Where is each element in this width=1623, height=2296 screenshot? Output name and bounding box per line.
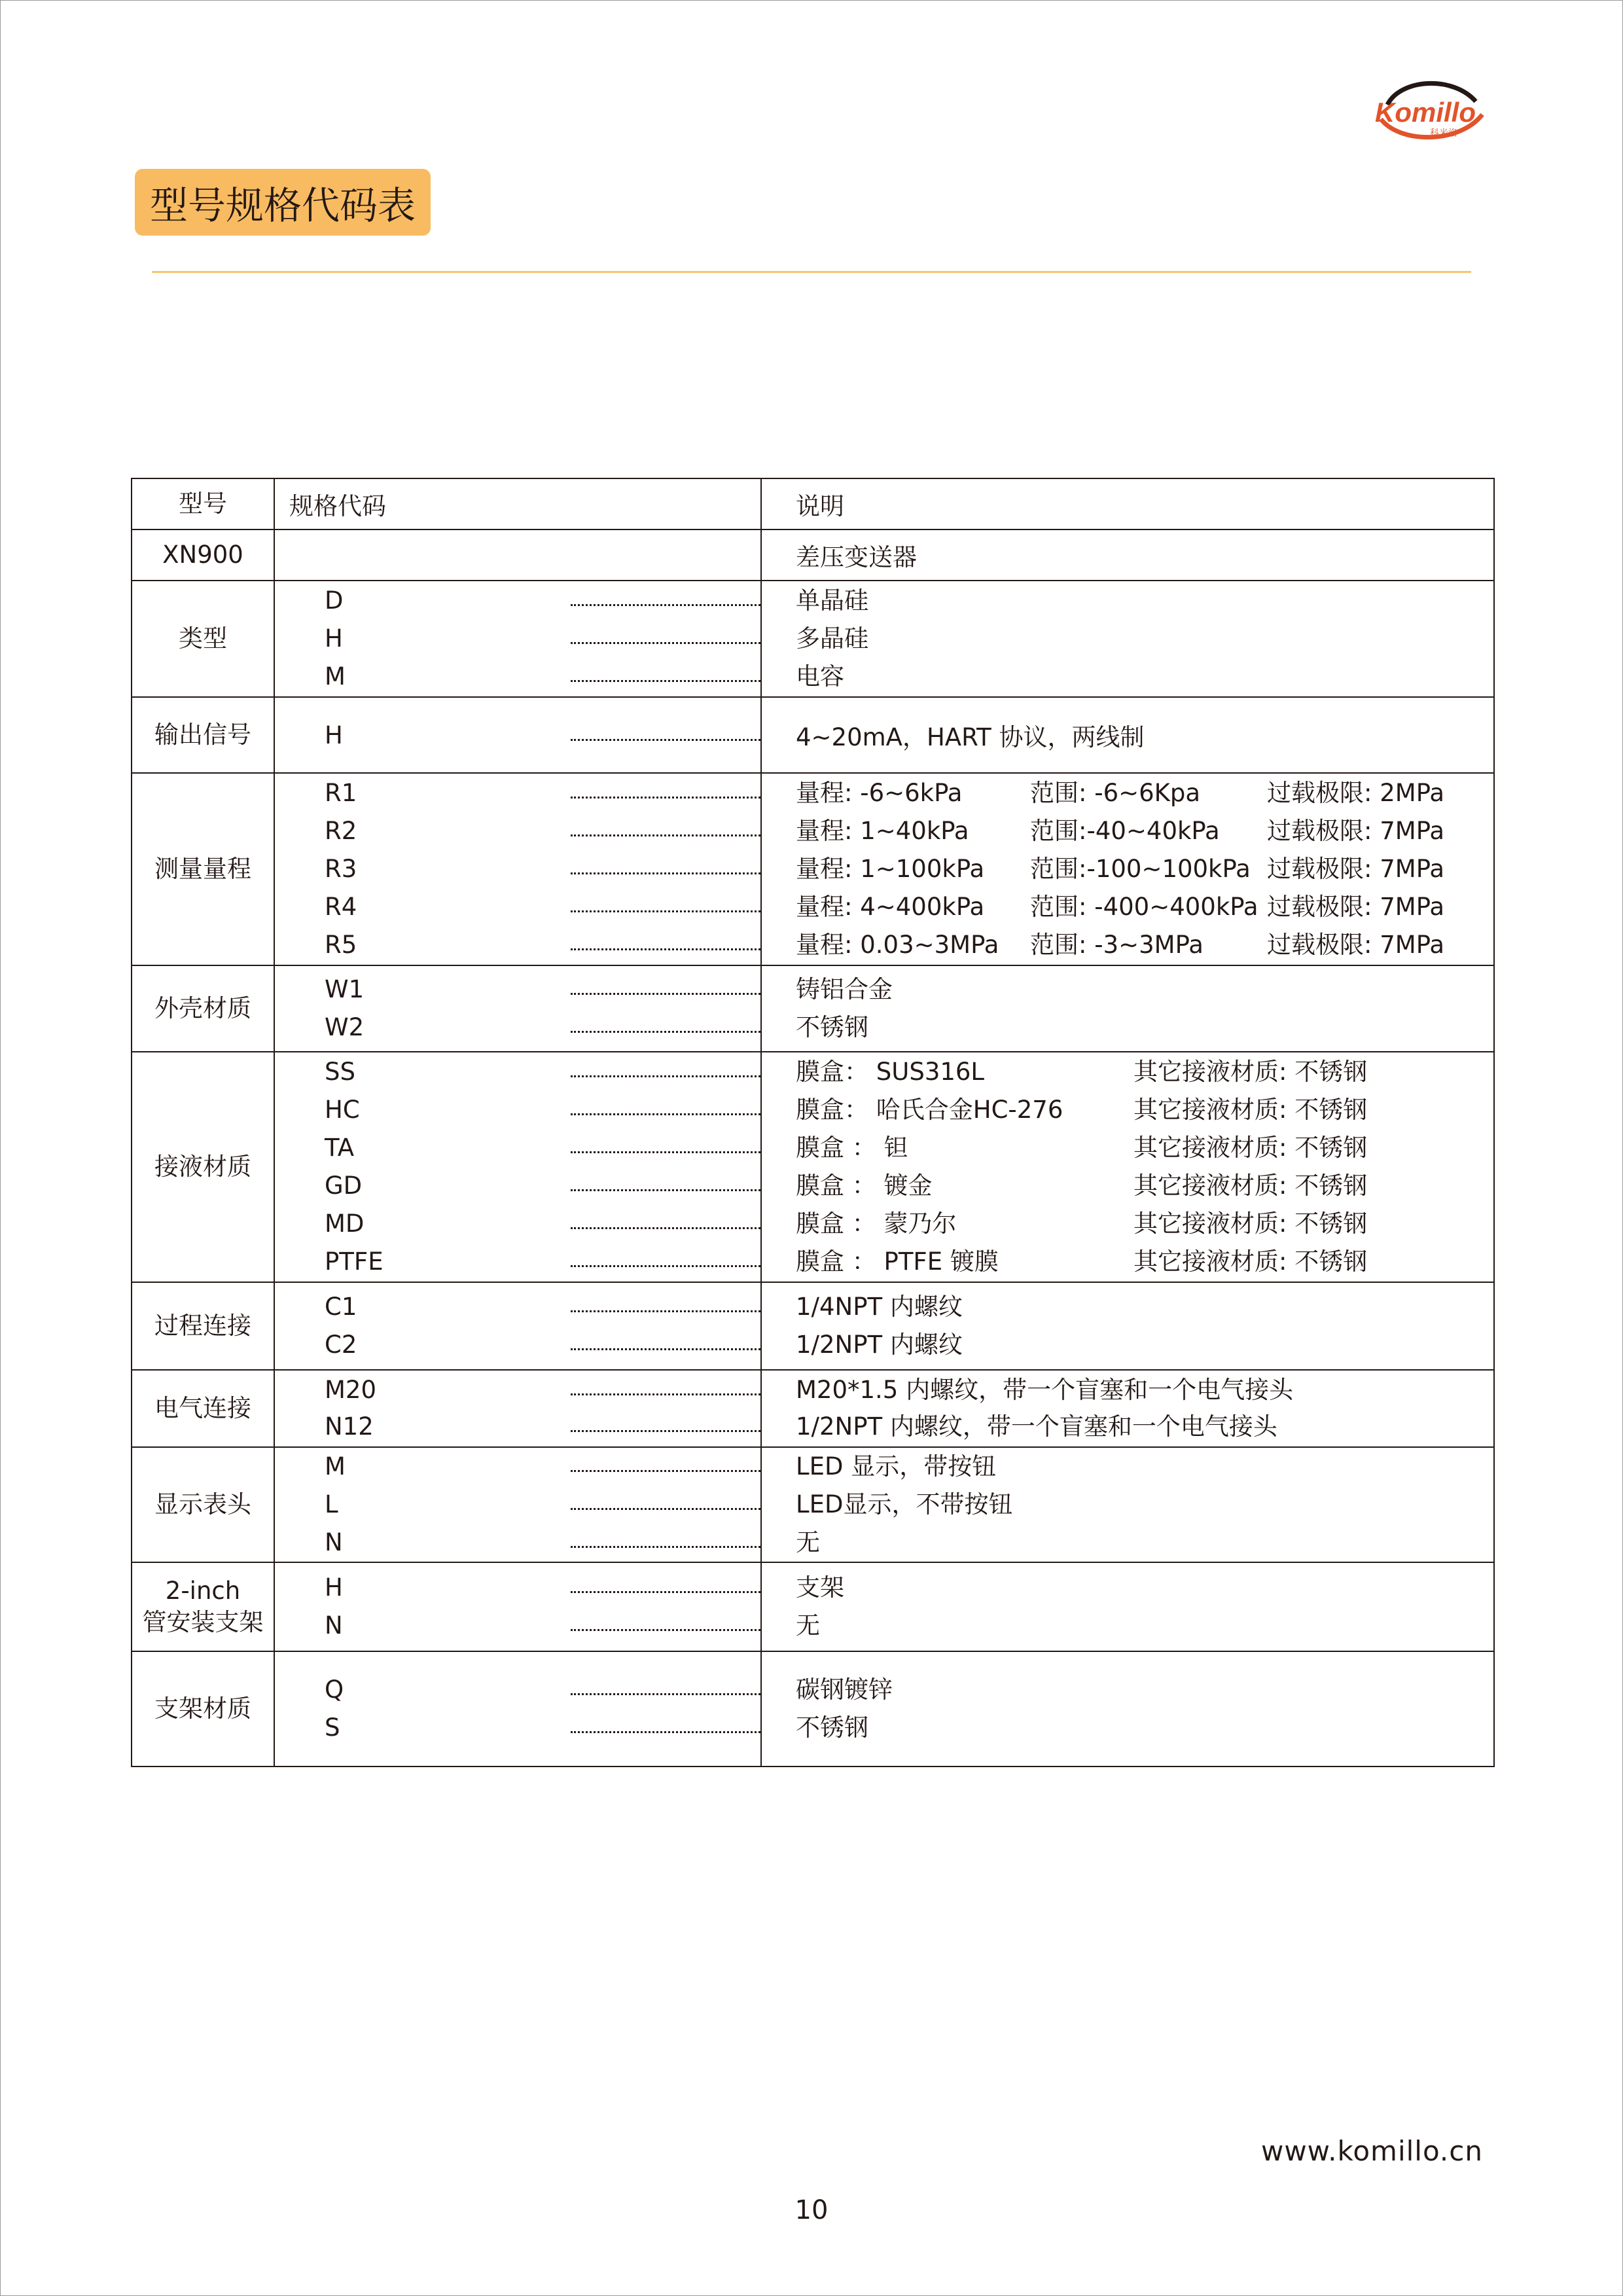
wetted-line: 膜盒 ： 蒙乃尔 其它接液材质: 不锈钢 (796, 1210, 1368, 1238)
row-label: 输出信号 (132, 697, 274, 773)
desc-line: 1/4NPT 内螺纹 (796, 1293, 963, 1321)
range-line: 量程: 4~400kPa 范围: -400~400kPa 过载极限: 7MPa (796, 893, 1445, 921)
desc-line: 无 (796, 1528, 820, 1556)
table-row-electrical (132, 1370, 1494, 1447)
page-number: 10 (794, 2195, 829, 2225)
code-line: R5 (275, 926, 760, 964)
wetted-line: 膜盒： SUS316L 其它接液材质: 不锈钢 (796, 1058, 1368, 1086)
desc-line: 铸铝合金 (796, 975, 893, 1003)
row-label: 测量量程 (132, 773, 274, 965)
desc-line: 电容 (796, 662, 844, 691)
code-line: H (275, 721, 760, 749)
range-line: 量程: -6~6kPa 范围: -6~6Kpa 过载极限: 2MPa (796, 779, 1445, 807)
code-line: D (275, 582, 760, 620)
range-line: 量程: 0.03~3MPa 范围: -3~3MPa 过载极限: 7MPa (796, 931, 1445, 959)
table-row-wetted (132, 1052, 1494, 1282)
wetted-line: 膜盒 ： 钽 其它接液材质: 不锈钢 (796, 1134, 1368, 1162)
table-row-housing (132, 965, 1494, 1052)
desc-line: 无 (796, 1611, 820, 1640)
table-row-display (132, 1447, 1494, 1562)
header-code: 规格代码 (289, 492, 386, 520)
code-line: N12 (275, 1408, 760, 1445)
desc-line: LED 显示，带按钮 (796, 1452, 997, 1480)
website-url: www.komillo.cn (1260, 2135, 1483, 2167)
code-line: W2 (275, 1009, 760, 1047)
wetted-line: 膜盒 ： 镀金 其它接液材质: 不锈钢 (796, 1172, 1368, 1200)
code-line: MD (275, 1205, 760, 1243)
row-label-line1: 2-inch (165, 1577, 241, 1605)
desc-line: 1/2NPT 内螺纹 (796, 1331, 963, 1359)
desc-line: M20*1.5 内螺纹，带一个盲塞和一个电气接头 (796, 1376, 1294, 1404)
code-line: C2 (275, 1326, 760, 1364)
header-desc: 说明 (796, 492, 844, 520)
code-line: R2 (275, 812, 760, 850)
range-line: 量程: 1~40kPa 范围:-40~40kPa 过载极限: 7MPa (796, 817, 1445, 845)
code-line: N (275, 1524, 760, 1562)
table-row-type (132, 581, 1494, 697)
code-line: L (275, 1486, 760, 1524)
desc-line: 不锈钢 (796, 1013, 868, 1041)
code-line: N (275, 1607, 760, 1645)
code-line: PTFE (275, 1243, 760, 1281)
desc-line: 多晶硅 (796, 624, 868, 653)
table-row-model (132, 529, 1494, 581)
table-row-process (132, 1282, 1494, 1370)
code-line: TA (275, 1129, 760, 1167)
logo-subtext: 科米洛 (1430, 128, 1457, 139)
table-row-range (132, 773, 1494, 965)
row-label: 类型 (132, 581, 274, 697)
wetted-line: 膜盒： 哈氏合金HC-276 其它接液材质: 不锈钢 (796, 1096, 1368, 1124)
code-line: Q (275, 1671, 760, 1709)
row-label: 支架材质 (132, 1651, 274, 1767)
desc-line: 1/2NPT 内螺纹，带一个盲塞和一个电气接头 (796, 1412, 1277, 1441)
code-line: R4 (275, 888, 760, 926)
code-line: GD (275, 1167, 760, 1205)
row-label-line2: 管安装支架 (142, 1608, 264, 1636)
code-line: HC (275, 1091, 760, 1129)
code-line: SS (275, 1053, 760, 1091)
table-header-row (132, 478, 1494, 529)
row-label: 电气连接 (132, 1370, 274, 1447)
desc-line: LED显示，不带按钮 (796, 1490, 1013, 1518)
range-line: 量程: 1~100kPa 范围:-100~100kPa 过载极限: 7MPa (796, 855, 1445, 883)
table-row-bracket-material (132, 1651, 1494, 1767)
logo-text: Komillo (1375, 97, 1476, 128)
header-model: 型号 (132, 478, 274, 529)
desc-line: 单晶硅 (796, 586, 868, 615)
code-line (275, 554, 760, 556)
code-line: R1 (275, 774, 760, 812)
desc-line: 差压变送器 (796, 543, 917, 571)
row-label: 外壳材质 (132, 965, 274, 1052)
code-line: C1 (275, 1288, 760, 1326)
code-line: W1 (275, 971, 760, 1009)
code-line: S (275, 1709, 760, 1747)
row-label: 过程连接 (132, 1282, 274, 1370)
title-divider (152, 271, 1471, 273)
desc-line: 4~20mA，HART 协议，两线制 (796, 723, 1145, 751)
wetted-line: 膜盒 ： PTFE 镀膜 其它接液材质: 不锈钢 (796, 1247, 1368, 1276)
table-row-output (132, 697, 1494, 773)
page-title: 型号规格代码表 (135, 169, 431, 236)
code-line: H (275, 620, 760, 658)
komillo-logo (1361, 72, 1492, 144)
desc-line: 碳钢镀锌 (796, 1676, 893, 1704)
row-label: 显示表头 (132, 1447, 274, 1562)
table-row-bracket (132, 1562, 1494, 1651)
row-label: XN900 (132, 529, 274, 581)
code-line: M20 (275, 1372, 760, 1408)
code-line: R3 (275, 850, 760, 888)
code-line: M (275, 658, 760, 696)
desc-line: 支架 (796, 1573, 844, 1602)
desc-line: 不锈钢 (796, 1713, 868, 1742)
row-label: 接液材质 (132, 1052, 274, 1282)
model-spec-table (131, 478, 1495, 1767)
code-line: M (275, 1448, 760, 1486)
code-line: H (275, 1569, 760, 1607)
